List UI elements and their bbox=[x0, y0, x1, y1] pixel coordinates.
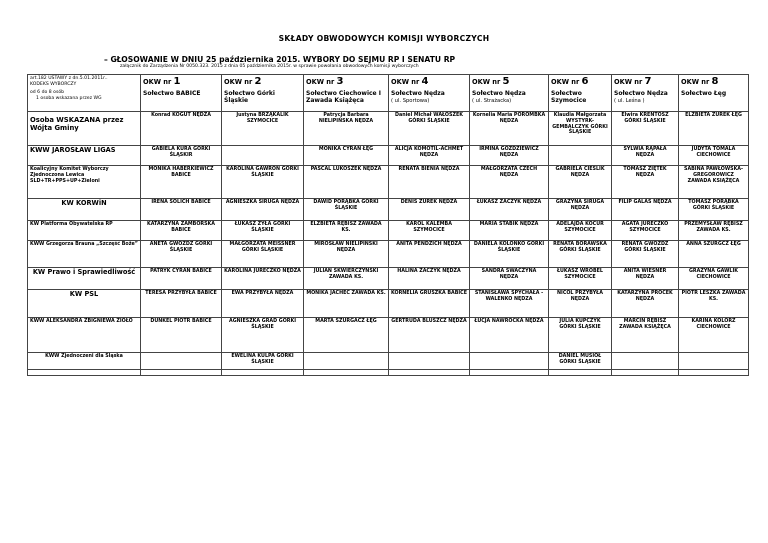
member-cell: KAROL KALEMBA SZYMOCICE bbox=[389, 221, 470, 241]
member-cell: DUNKEL PIOTR BABICE bbox=[141, 318, 222, 353]
committee-name: KWW ALEKSANDRA ZBIGNIEWA ZIOŁO bbox=[28, 318, 141, 353]
member-cell: ŁUKASZ WRÓBEL SZYMOCICE bbox=[549, 268, 612, 290]
commission-row bbox=[28, 241, 749, 268]
member-cell: AGNIESZKA SIRUGA NĘDZA bbox=[222, 199, 304, 221]
district-location: Sołectwo BABICE bbox=[143, 90, 201, 97]
committee-name: KW PSL bbox=[28, 290, 141, 318]
info-line-3: od 6 do 8 osób bbox=[30, 90, 65, 95]
member-cell: HALINA ZACZYK NĘDZA bbox=[389, 268, 470, 290]
member-cell: SABINA PAWŁOWSKA-GREGOROWICZ ZAWADA KSIĄŻĘCA bbox=[679, 166, 749, 199]
district-location: Sołectwo Nędza bbox=[472, 90, 526, 97]
member-cell: RENATA BORAWSKA GÓRKI ŚLĄSKIE bbox=[549, 241, 612, 268]
member-cell bbox=[470, 353, 549, 370]
district-header-2 bbox=[222, 75, 304, 112]
member-cell: AGNIESZKA GRAD GÓRKI ŚLĄSKIE bbox=[222, 318, 304, 353]
member-cell bbox=[612, 353, 679, 370]
member-cell: PIOTR LESZKA ZAWADA KS. bbox=[679, 290, 749, 318]
document-title: SKŁADY OBWODOWYCH KOMISJI WYBORCZYCH bbox=[278, 34, 490, 43]
info-line-2: KODEKS WYBORCZY bbox=[30, 81, 77, 87]
member-cell: MIROSŁAW NIELIPIŃSKI NĘDZA bbox=[304, 241, 389, 268]
district-header-6 bbox=[549, 75, 612, 112]
commission-row bbox=[28, 318, 749, 353]
info-cell bbox=[28, 75, 141, 112]
member-cell: JULIAN SKWIERCZYŃSKI ZAWADA KS. bbox=[304, 268, 389, 290]
member-cell: ANITA WIESNER NĘDZA bbox=[612, 268, 679, 290]
member-cell: TERESA PRZYBYŁA BABICE bbox=[141, 290, 222, 318]
member-cell: Elwira KRENTOSZ GÓRKI ŚLĄSKIE bbox=[612, 112, 679, 146]
member-cell: ANNA SZURGCZ ŁĘG bbox=[679, 241, 749, 268]
district-location: Sołectwo Szymocice bbox=[551, 90, 587, 105]
member-cell: MAŁGORZATA CZECH NĘDZA bbox=[470, 166, 549, 199]
member-cell bbox=[679, 353, 749, 370]
member-cell: MONIKA HABERKIEWICZ BABICE bbox=[141, 166, 222, 199]
okw-label: OKW nr 2 bbox=[224, 76, 262, 87]
member-cell bbox=[141, 370, 222, 376]
commission-table bbox=[27, 74, 749, 376]
commission-row bbox=[28, 146, 749, 166]
commission-row bbox=[28, 199, 749, 221]
member-cell: SYLWIA RĄPAŁA NĘDZA bbox=[612, 146, 679, 166]
okw-label: OKW nr 4 bbox=[391, 76, 429, 87]
member-cell: IRENA SOLICH BABICE bbox=[141, 199, 222, 221]
member-cell bbox=[304, 370, 389, 376]
district-location: Sołectwo Łęg bbox=[681, 90, 727, 97]
committee-name: KWW Zjednoczeni dla Śląska bbox=[28, 353, 141, 370]
member-cell: ELŻBIETA RĘBISZ ZAWADA KS. bbox=[304, 221, 389, 241]
member-cell: GRAŻYNA SIRUGA NĘDZA bbox=[549, 199, 612, 221]
member-cell: Klaudia Małgorzata WYSTYRK-GEMBALCZYK GÓRKI ŚLĄSKIE bbox=[549, 112, 612, 146]
district-header-8 bbox=[679, 75, 749, 112]
member-cell: AGATA JURECZKO SZYMOCICE bbox=[612, 221, 679, 241]
member-cell: KARINA KOLORZ CIECHOWICE bbox=[679, 318, 749, 353]
member-cell: ELŻBIETA ŻUREK ŁĘG bbox=[679, 112, 749, 146]
info-line-5: Osoba WSKAZANA przez Wójta Gminy bbox=[30, 116, 124, 133]
member-cell: FILIP GALAS NĘDZA bbox=[612, 199, 679, 221]
member-cell: Daniel Michał WAŁOSZEK GÓRKI ŚLĄSKIE bbox=[389, 112, 470, 146]
member-cell: DANIELA KOLONKO GÓRKI ŚLĄSKIE bbox=[470, 241, 549, 268]
member-cell: NICOL PRZYBYŁA NĘDZA bbox=[549, 290, 612, 318]
okw-label: OKW nr 1 bbox=[143, 76, 181, 87]
district-location: Sołectwo Ciechowice I Zawada Książęca bbox=[306, 90, 381, 105]
member-cell: MONIKA JACHEĆ ZAWADA KS. bbox=[304, 290, 389, 318]
district-address: ( ul. Sportowa) bbox=[391, 98, 430, 105]
district-address: ( ul. Leśna ) bbox=[614, 98, 645, 105]
member-cell: MONIKA CYRAN ŁĘG bbox=[304, 146, 389, 166]
committee-name bbox=[28, 370, 141, 376]
member-cell: KATARZYNA ZAMBORSKA BABICE bbox=[141, 221, 222, 241]
member-cell: EWA PRZYBYŁA NĘDZA bbox=[222, 290, 304, 318]
member-cell: JULIA KUPCZYK GÓRKI ŚLĄSKIE bbox=[549, 318, 612, 353]
committee-name: KW Platforma Obywatelska RP bbox=[28, 221, 141, 241]
member-cell: DAWID PORĄBKA GÓRKI ŚLĄSKIE bbox=[304, 199, 389, 221]
district-header-7 bbox=[612, 75, 679, 112]
commission-row bbox=[28, 370, 749, 376]
member-cell bbox=[612, 370, 679, 376]
okw-label: OKW nr 7 bbox=[614, 76, 652, 87]
document-subtitle: – GŁOSOWANIE W DNIU 25 października 2015. WYBORY DO SEJMU RP I SENATU RP bbox=[104, 55, 456, 64]
member-cell: IRMINA GOŹDZIEWICZ NĘDZA bbox=[470, 146, 549, 166]
member-cell: DANIEL MUSIOŁ GÓRKI ŚLĄSKIE bbox=[549, 353, 612, 370]
member-cell bbox=[222, 370, 304, 376]
member-cell: ŁUKASZ ŻYŁA GÓRKI ŚLĄSKIE bbox=[222, 221, 304, 241]
member-cell: MAŁGORZATA MEISSNER GÓRKI ŚLĄSKIE bbox=[222, 241, 304, 268]
district-header-3 bbox=[304, 75, 389, 112]
member-cell: JUDYTA TOMALA CIECHOWICE bbox=[679, 146, 749, 166]
member-cell: SANDRA SWACZYNA NĘDZA bbox=[470, 268, 549, 290]
commission-row bbox=[28, 353, 749, 370]
header-row bbox=[28, 75, 749, 112]
member-cell: Justyna BRZĄKALIK SZYMOCICE bbox=[222, 112, 304, 146]
member-cell bbox=[470, 370, 549, 376]
member-cell bbox=[679, 370, 749, 376]
member-cell: ŁUKASZ ZACZYK NĘDZA bbox=[470, 199, 549, 221]
member-cell: TOMASZ ZIĘTEK NĘDZA bbox=[612, 166, 679, 199]
district-location: Sołectwo Nędza bbox=[391, 90, 445, 97]
committee-name: KW KORWiN bbox=[28, 199, 141, 221]
member-cell bbox=[222, 146, 304, 166]
member-cell: ŁUCJA NAWROCKA NĘDZA bbox=[470, 318, 549, 353]
member-cell: KORNELIA GRUSZKA BABICE bbox=[389, 290, 470, 318]
member-cell: KAROLINA JURECZKO NĘDZA bbox=[222, 268, 304, 290]
district-header-5 bbox=[470, 75, 549, 112]
member-cell: ANITA PENDZICH NĘDZA bbox=[389, 241, 470, 268]
committee-name: Koalicyjny Komitet Wyborczy Zjednoczona Lewica SLD+TR+PPS+UP+Zieloni bbox=[28, 166, 141, 199]
committee-name: KWW JAROSŁAW LIGAS bbox=[28, 146, 141, 166]
committee-name: KW Prawo i Sprawiedliwość bbox=[28, 268, 141, 290]
document-note: załącznik do Zarządzenia Nr 0050.323. 2015 z dnia 05 października 2015r. w sprawie powołania obwodowych komisji wyborczych bbox=[120, 64, 419, 69]
member-cell: Kornelia Maria POROMBKA NĘDZA bbox=[470, 112, 549, 146]
member-cell: STANISŁAWA SPYCHAŁA -WALENKO NĘDZA bbox=[470, 290, 549, 318]
committee-name: KWW Grzegorza Brauna „Szczęść Boże” bbox=[28, 241, 141, 268]
member-cell: RENATA GWOŹDŹ GÓRKI ŚLĄSKIE bbox=[612, 241, 679, 268]
member-cell: GRAŻYNA GAWLIK CIECHOWICE bbox=[679, 268, 749, 290]
district-header-4 bbox=[389, 75, 470, 112]
member-cell: ALICJA KOMOTIL-ACHMET NĘDZA bbox=[389, 146, 470, 166]
member-cell: PATRYK CYRAN BABICE bbox=[141, 268, 222, 290]
commission-row bbox=[28, 221, 749, 241]
member-cell: MARIA STABIK NĘDZA bbox=[470, 221, 549, 241]
member-cell: ADELAJDA KOCUR SZYMOCICE bbox=[549, 221, 612, 241]
district-location: Sołectwo Górki Śląskie bbox=[224, 90, 275, 105]
member-cell: TOMASZ PORĄBKA GÓRKI ŚLĄSKIE bbox=[679, 199, 749, 221]
info-line-1: art.182 USTAWY z dn.5.01.2011r.. bbox=[30, 76, 108, 81]
member-cell: GABRIELA CIEŚLIK NĘDZA bbox=[549, 166, 612, 199]
commission-row bbox=[28, 112, 749, 146]
member-cell bbox=[389, 353, 470, 370]
member-cell: KATARZYNA PROCEK NĘDZA bbox=[612, 290, 679, 318]
member-cell: KAROLINA GAWRON GÓRKI ŚLĄSKIE bbox=[222, 166, 304, 199]
member-cell bbox=[549, 370, 612, 376]
okw-label: OKW nr 3 bbox=[306, 76, 344, 87]
commission-row bbox=[28, 268, 749, 290]
member-cell bbox=[141, 353, 222, 370]
member-cell: PRZEMYSŁAW RĘBISZ ZAWADA KS. bbox=[679, 221, 749, 241]
member-cell: Konrad KOGUT NĘDZA bbox=[141, 112, 222, 146]
member-cell: ANETA GWOŹDŹ GÓRKI ŚLĄSKIE bbox=[141, 241, 222, 268]
okw-label: OKW nr 6 bbox=[551, 76, 589, 87]
district-location: Sołectwo Nędza bbox=[614, 90, 668, 97]
district-address: ( ul. Strażacka) bbox=[472, 98, 512, 105]
okw-label: OKW nr 8 bbox=[681, 76, 719, 87]
member-cell: RENATA BIENIA NĘDZA bbox=[389, 166, 470, 199]
member-cell: Patrycja Barbara NIELIPIŃSKA NĘDZA bbox=[304, 112, 389, 146]
committee-name bbox=[28, 112, 141, 146]
member-cell: MARCIN RĘBISZ ZAWADA KSIĄŻĘCA bbox=[612, 318, 679, 353]
commission-row bbox=[28, 290, 749, 318]
member-cell: DENIS ŻUREK NĘDZA bbox=[389, 199, 470, 221]
member-cell bbox=[549, 146, 612, 166]
member-cell bbox=[389, 370, 470, 376]
member-cell: GABIELA KURA GÓRKI ŚLĄSKIR bbox=[141, 146, 222, 166]
commission-row bbox=[28, 166, 749, 199]
info-line-4: 1 osoba wskazana przez WG bbox=[36, 95, 102, 101]
district-header-1 bbox=[141, 75, 222, 112]
member-cell: GERTRUDA BLUSZCZ NĘDZA bbox=[389, 318, 470, 353]
okw-label: OKW nr 5 bbox=[472, 76, 510, 87]
member-cell: MARTA SZURGACZ ŁĘG bbox=[304, 318, 389, 353]
member-cell bbox=[304, 353, 389, 370]
member-cell: EWELINA KULPA GÓRKI ŚLĄSKIE bbox=[222, 353, 304, 370]
member-cell: PASCAL LUKOSZEK NĘDZA bbox=[304, 166, 389, 199]
